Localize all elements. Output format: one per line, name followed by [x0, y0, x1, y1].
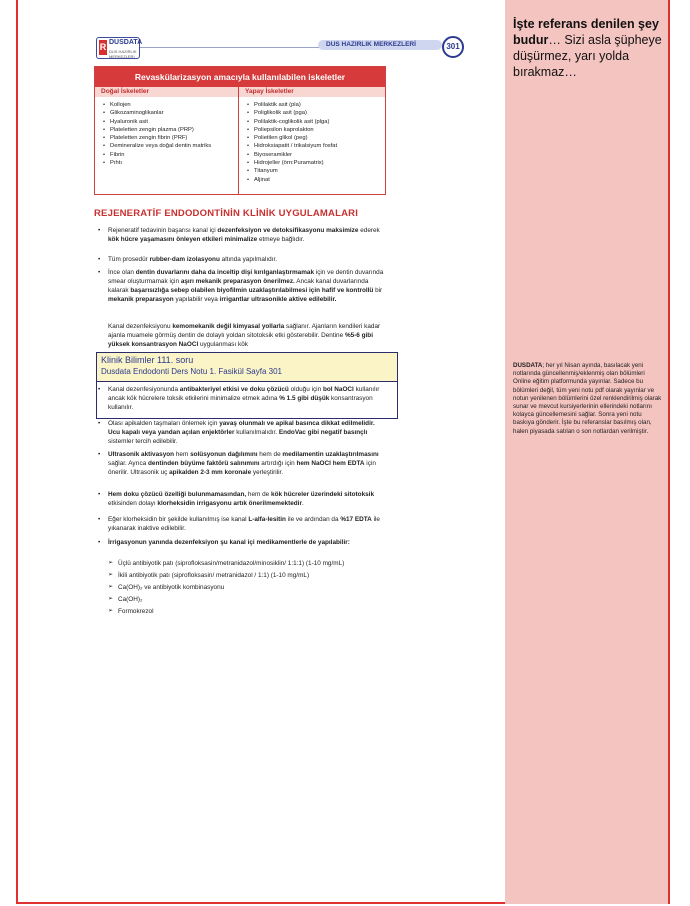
bullet-7: • Ultrasonik aktivasyon hem solüsyonun dağılımını hem de medilamentin uzaklaştırılmasını sağlar. Ayrıca dentinden büyüme faktörü salınımını artırdığı için hem NaOCl hem EDTA için önerilir. Ultrasonik uç apikalden 2-3 mm koronale yerleştirilir.: [108, 450, 388, 477]
callout-line-2: Dusdata Endodonti Ders Notu 1. Fasikül Sayfa 301: [101, 367, 282, 376]
scaffold-synthetic-item: • Poliglikolik asit (pga): [247, 109, 337, 117]
scaffold-natural-item: • Plateletten zengin fibrin (PRF): [103, 134, 211, 142]
reference-callout: [96, 352, 398, 382]
table-header-left: Doğal İskeletler: [101, 88, 150, 95]
bullet-8: • Hem doku çözücü özelliği bulunmamasından, hem de kök hücreler üzerindeki sitotoksik etkisinden dolayı klorheksidin irrigasyonu artık önerilmemektedir.: [108, 490, 388, 508]
scaffold-synthetic-item: • Poliepsilon kaprolakton: [247, 126, 337, 134]
sidebar-note: DUSDATA; her yıl Nisan ayında, basılacak yeni notlarında güncellenmiş/eklenmiş olan bölümleri Online eğitim platformunda yayınlar. Sadece bu bölümleri değil, tüm yeni notu pdf olarak yayınlar ve notun yenilenen bölümlerini özel renklendirilmiş olarak sunar ve mevcut kursiyerlerinin ellerindeki notlarını kolayca güncellemesini sağlar. Sonra yeni notu baskıya gönderir. İşte bu referanslar basılmış olan, halen piyasada satılan o son notlardan verilmiştir.: [513, 362, 662, 435]
bullet-3: • İnce olan dentin duvarlarını daha da inceltip dişi kırılganlaştırmamak için ve dentin duvarında smear oluşturmamak için aşırı mekanik preparasyon önerilmez. Ancak kanal duvarlarında kalarak başarısızlığa sebep olabilen biyofilmin uzaklaştırılabilmesi için hafif ve kontrollü bir mekanik preparasyon yapılabilir veya irrigantlar ultrasonikle aktive edilebilir.: [108, 268, 388, 304]
scaffold-synthetic-item: • Polilaktik asit (pla): [247, 101, 337, 109]
bullet-1: • Rejeneratif tedavinin başarısı kanal içi dezenfeksiyon ve detoksifikasyonu maksimize ederek kök hücre yaşamasını önleyen etkileri minimalize etmeye bağlıdır.: [108, 226, 388, 244]
table-title: Revaskülarizasyon amacıyla kullanılabilen iskeletler: [95, 67, 385, 87]
scaffold-table: [94, 66, 386, 195]
scaffold-natural-item: • Kollojen: [103, 101, 211, 109]
medicament-item: ➢ Ca(OH)₂ ve antibiyotik kombinasyonu: [118, 583, 224, 592]
table-right-column: [247, 101, 337, 184]
sidebar-title: İşte referans denilen şey budur… Sizi asla şüpheye düşürmez, yarı yolda bırakmaz…: [513, 17, 662, 79]
bullet-4: • Kanal dezenfeksiyonu kemomekanik değil kimyasal yollarla sağlanır. Ajanların kendileri kadar ajanla muamele görmüş dentin de dolaylı yoldan sitotoksik etki gösterebilir. Dentine %5-6 gibi yüksek konsantrasyon NaOCl uygulanması kök: [108, 322, 388, 349]
scaffold-synthetic-item: • Biyoseramikler: [247, 151, 337, 159]
table-header-row: [95, 87, 385, 97]
scaffold-synthetic-item: • Polietilen glikol (peg): [247, 134, 337, 142]
scaffold-synthetic-item: • Polilaktik-coglikolik asit (plga): [247, 118, 337, 126]
table-header-right: Yapay İskeletler: [245, 88, 294, 95]
scaffold-natural-item: • Pıhtı: [103, 159, 211, 167]
bullet-6: • Olası apikalden taşmaları önlemek için yavaş olunmalı ve apikal basınca dikkat edilmelidir. Ucu kapalı veya yandan açılan enjektörler kullanılmalıdır. EndoVac gibi negatif basınçlı sistemler tercih edilebilir.: [108, 419, 388, 446]
page-number: 301: [442, 36, 464, 58]
table-left-column: [103, 101, 211, 167]
scaffold-natural-item: • Demineralize veya doğal dentin matriks: [103, 142, 211, 150]
sidebar-panel: [505, 0, 668, 904]
scaffold-synthetic-item: • Hidroksiapatit / trikalsiyum fosfat: [247, 142, 337, 150]
scaffold-natural-item: • Glikozaminoglikanlar: [103, 109, 211, 117]
medicament-item: ➢ Ca(OH)₂: [118, 595, 143, 604]
bullet-5: • Kanal dezenfesiyonunda antibakteriyel etkisi ve doku çözücü olduğu için bol NaOCl kullanılır ancak kök hücrelere toksik etkilerini minimalize etmek adına % 1.5 gibi düşük konsantrasyon kullanılır.: [108, 385, 386, 412]
table-divider: [238, 87, 239, 194]
bullet-10: • İrrigasyonun yanında dezenfeksiyon şu kanal içi medikamentlerle de yapılabilir:: [108, 538, 388, 547]
scaffold-natural-item: • Fibrin: [103, 151, 211, 159]
medicament-item: ➢ İkili antibiyotik patı (siprofloksasin/ metranidazol / 1:1) (1-10 mg/mL): [118, 571, 309, 580]
scaffold-natural-item: • Plateletten zengin plazma (PRP): [103, 126, 211, 134]
callout-line-1: Klinik Bilimler 111. soru: [101, 355, 194, 365]
scaffold-synthetic-item: • Aljinat: [247, 176, 337, 184]
section-title: REJENERATİF ENDODONTİNİN KLİNİK UYGULAMALARI: [94, 208, 359, 219]
scaffold-natural-item: • Hyaluronik asit: [103, 118, 211, 126]
scaffold-synthetic-item: • Hidrojeller (örn:Puramatrix): [247, 159, 337, 167]
medicament-item: ➢ Formokrezol: [118, 607, 154, 616]
logo: R DUSDATA DUS HAZIRLIK MERKEZLERİ: [96, 37, 140, 59]
scaffold-synthetic-item: • Titanyum: [247, 167, 337, 175]
bullet-2: • Tüm prosedür rubber-dam izolasyonu altında yapılmalıdır.: [108, 255, 388, 264]
header-title: DUS HAZIRLIK MERKEZLERİ: [326, 41, 416, 48]
medicament-item: ➢ Üçlü antibiyotik patı (siprofloksasin/metranidazol/minosiklin/ 1:1:1) (1-10 mg/mL): [118, 559, 344, 568]
bullet-9: • Eğer klorheksidin bir şekilde kullanılmış ise kanal L-alfa-lesitin ile ve ardından da %17 EDTA ile yıkanarak inaktive edilebilir.: [108, 515, 388, 533]
